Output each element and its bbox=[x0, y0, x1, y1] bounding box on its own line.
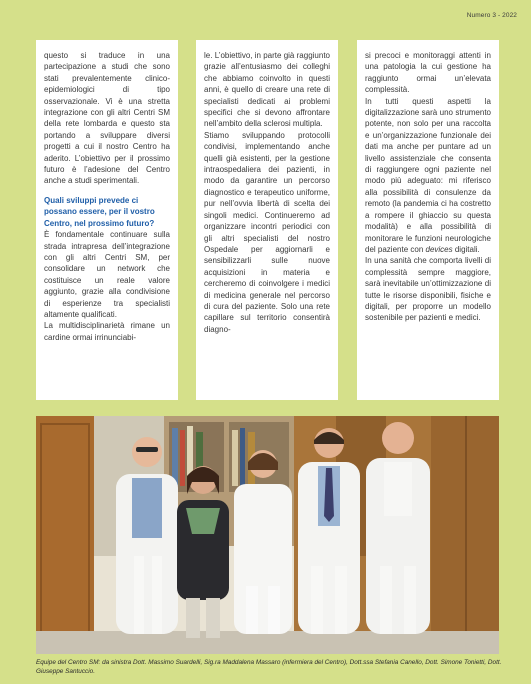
paragraph bbox=[365, 96, 491, 256]
interview-question: Quali sviluppi prevede ci possano essere, per il vostro Centro, nel prossimo futuro? bbox=[44, 195, 155, 228]
paragraph-part: In tutti questi aspetti la digitalizzazione sarà uno strumento potente, non solo per una raccolta e un’organizzazione funzionale dei dati ma anche per puntare ad un livello assistenziale che consenta di raggiungere ogni paziente nel modo più adeguato: mi riferisco alla possibilità di consulenze da remoto (la pandemia ci ha costretto a rompere il ghiaccio su questa modalità) e alla possibilità di monitorare le funzioni neurologiche del paziente con bbox=[365, 96, 491, 254]
photo-caption: Equipe del Centro SM: da sinistra Dott. Massimo Suardelli, Sig.ra Maddalena Massaro (infermiera del Centro), Dott.ssa Stefania Canello, Dott. Simone Tonietti, Dott. Giuseppe Santuccio. bbox=[36, 659, 502, 675]
paragraph: La multidisciplinarietà rimane un cardine ormai irrinunciabi- bbox=[44, 321, 170, 342]
text-column-1 bbox=[36, 40, 178, 400]
emphasis: devices bbox=[425, 244, 453, 254]
text-column-3 bbox=[357, 40, 499, 400]
paragraph: È fondamentale continuare sulla strada intrapresa dell’integrazione con gli altri Centri SM, per consolidare un network che costituisce un reale valore aggiunto, grazie alla condivisione di esperienze tra specialisti altamente qualificati. bbox=[44, 230, 170, 319]
paragraph: si precoci e monitoraggi attenti in una patologia la cui gestione ha raggiunto ormai un’elevata complessità. bbox=[365, 51, 491, 95]
paragraph: In una sanità che comporta livelli di complessità sempre maggiore, sarà inevitabile un’ottimizzazione di tutte le risorse disponibili, fisiche e digitali, per proporre un modello sostenibile per pazienti e medici. bbox=[365, 256, 491, 323]
paragraph: le. L’obiettivo, in parte già raggiunto grazie all’entusiasmo dei colleghi che abbiamo coinvolto in questi anni, è quello di creare una rete di specialisti dedicati ai problemi specifici che si devono affrontare nell’ambito della sclerosi multipla. bbox=[204, 51, 330, 129]
top-bar bbox=[0, 0, 531, 22]
paragraph-part: digitali. bbox=[452, 244, 480, 254]
paragraph: questo si traduce in una partecipazione a studi che sono stati prevalentemente clinico-epidemiologici di tipo osservazionale. Vi è una stretta integrazione con gli altri Centri SM della rete lombarda e questo sta portando a sviluppare diversi progetti a cui il nostro Centro ha aderito. L’obiettivo per il prossimo futuro è l’adesione del Centro anche a studi sperimentali. bbox=[44, 51, 170, 186]
issue-number: Numero 3 - 2022 bbox=[466, 12, 517, 19]
paragraph: Stiamo sviluppando protocolli condivisi, implementando anche quelli già esistenti, per la gestione intraospedaliera dei pazienti, in modo da garantire un percorso diagnostico e terapeutico uniforme, pur nell’ovvia libertà di scelta dei singoli medici. Continueremo ad organizzare incontri periodici con gli altri specialisti del nostro Ospedale per aggiornarli e sensibilizzarli sulle nuove acquisizioni in materia e cercheremo di coinvolgere i medici di medicina generale nel percorso di cura del paziente. Solo una rete capillare sul territorio consentirà diagno- bbox=[204, 130, 330, 334]
team-photo bbox=[36, 416, 499, 654]
text-column-2 bbox=[196, 40, 338, 400]
